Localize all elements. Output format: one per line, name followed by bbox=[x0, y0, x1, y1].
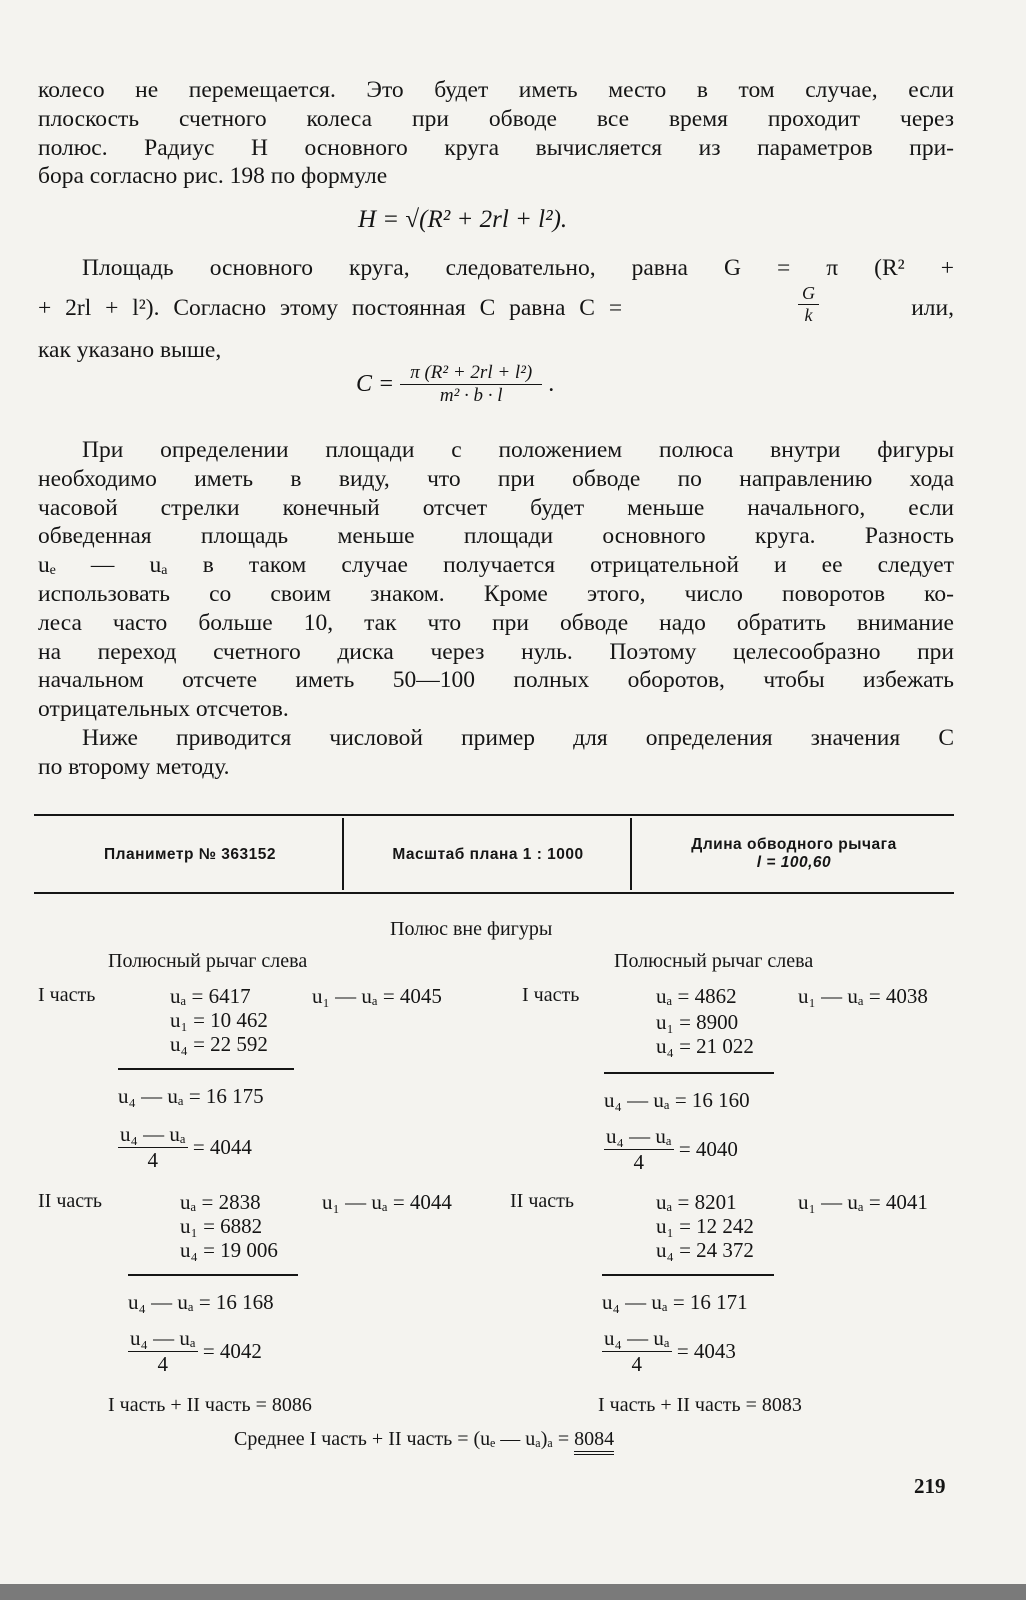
left-sum: I часть + II часть = 8086 bbox=[108, 1394, 312, 1416]
left-part2-fraction bbox=[128, 1326, 262, 1377]
left-part1-ua: uₐ = 6417 bbox=[170, 984, 251, 1008]
text-line: + 2rl + l²). Согласно этому постоянная C равна C = bbox=[38, 295, 623, 321]
fraction bbox=[118, 1122, 188, 1173]
formula-tail: . bbox=[548, 371, 555, 397]
fraction bbox=[604, 1124, 674, 1175]
fraction-denominator: 4 bbox=[631, 1352, 643, 1376]
sum-rule bbox=[128, 1274, 298, 1276]
text-line: При определении площади с положением полюса внутри фигуры bbox=[82, 437, 954, 463]
average-line bbox=[234, 1428, 614, 1451]
table-cell-lever-length bbox=[634, 836, 954, 872]
scan-edge bbox=[0, 1584, 1026, 1600]
text-line: бора согласно рис. 198 по формуле bbox=[38, 163, 388, 190]
table-divider bbox=[342, 818, 344, 890]
average-value: 8084 bbox=[574, 1428, 614, 1455]
right-part2-label: II часть bbox=[510, 1190, 574, 1212]
left-heading: Полюсный рычаг слева bbox=[108, 950, 308, 972]
left-part2-u4ua: u₄ — uₐ = 16 168 bbox=[128, 1290, 274, 1314]
left-part1-u4: u₄ = 22 592 bbox=[170, 1032, 268, 1056]
right-part1-u4: u₄ = 21 022 bbox=[656, 1034, 754, 1058]
table-cell-planimeter: Планиметр № 363152 bbox=[103, 846, 277, 863]
formula-fraction bbox=[400, 362, 542, 407]
fraction-g-k bbox=[798, 283, 819, 326]
text-line: по второму методу. bbox=[38, 753, 230, 780]
left-part2-label: II часть bbox=[38, 1190, 102, 1212]
right-part1-u1: u₁ = 8900 bbox=[656, 1010, 739, 1034]
paragraph-4 bbox=[38, 724, 954, 782]
fraction-numerator: u₄ — uₐ bbox=[604, 1326, 670, 1350]
right-part1-fraction bbox=[604, 1124, 738, 1175]
sum-rule bbox=[604, 1072, 774, 1074]
left-part1-label: I часть bbox=[38, 984, 96, 1006]
text-line: плоскость счетного колеса при обводе все время проходит через bbox=[38, 105, 954, 132]
table-cell-line: Длина обводного рычага bbox=[691, 836, 897, 853]
right-heading: Полюсный рычаг слева bbox=[614, 950, 814, 972]
right-part1-diff: u₁ — uₐ = 4038 bbox=[798, 984, 928, 1008]
left-part2-ua: uₐ = 2838 bbox=[180, 1190, 261, 1214]
right-sum: I часть + II часть = 8083 bbox=[598, 1394, 802, 1416]
fraction-denominator: m² · b · l bbox=[439, 385, 503, 406]
text-line: Площадь основного круга, следовательно, равна G = π (R² + bbox=[82, 255, 954, 281]
fraction-denominator: 4 bbox=[147, 1148, 159, 1172]
text-line: на переход счетного диска через нуль. Поэтому целесообразно при bbox=[38, 638, 954, 665]
text-line: колесо не перемещается. Это будет иметь место в том случае, если bbox=[38, 77, 954, 103]
paragraph-2-line-3 bbox=[38, 336, 954, 365]
paragraph-1 bbox=[38, 76, 954, 191]
fraction-denominator: 4 bbox=[157, 1352, 169, 1376]
right-part1-u4ua: u₄ — uₐ = 16 160 bbox=[604, 1088, 750, 1112]
fraction-numerator: π (R² + 2rl + l²) bbox=[400, 362, 542, 385]
left-part1-diff: u₁ — uₐ = 4045 bbox=[312, 984, 442, 1008]
fraction-denominator: k bbox=[804, 305, 813, 325]
average-text: Среднее I часть + II часть = (uₑ — uₐ)ₐ = bbox=[234, 1428, 570, 1450]
fraction-numerator: u₄ — uₐ bbox=[606, 1124, 672, 1148]
paragraph-3 bbox=[38, 436, 954, 724]
text-line: uₑ — uₐ в таком случае получается отрицательной и ее следует bbox=[38, 552, 954, 579]
section-title: Полюс вне фигуры bbox=[390, 918, 553, 940]
text-line: или, bbox=[911, 295, 954, 321]
formula-c bbox=[356, 362, 554, 407]
text-line: необходимо иметь в виду, что при обводе по направлению хода bbox=[38, 465, 954, 492]
formula-lhs: C = bbox=[356, 371, 395, 397]
text-line: часовой стрелки конечный отсчет будет меньше начального, если bbox=[38, 494, 954, 521]
sum-rule bbox=[118, 1068, 294, 1070]
text-line: обведенная площадь меньше площади основного круга. Разность bbox=[38, 523, 954, 550]
paragraph-2 bbox=[38, 254, 954, 283]
fraction-result: = 4040 bbox=[678, 1137, 738, 1161]
paragraph-2-line-2 bbox=[38, 283, 954, 331]
left-part2-diff: u₁ — uₐ = 4044 bbox=[322, 1190, 452, 1214]
fraction-numerator: G bbox=[798, 283, 819, 305]
right-part1-ua: uₐ = 4862 bbox=[656, 984, 737, 1008]
right-part2-u4ua: u₄ — uₐ = 16 171 bbox=[602, 1290, 748, 1314]
page-number: 219 bbox=[914, 1474, 946, 1498]
formula-h: H = √(R² + 2rl + l²). bbox=[358, 206, 568, 233]
table-bottom-rule bbox=[34, 892, 954, 894]
fraction-result: = 4044 bbox=[192, 1135, 252, 1159]
left-part1-u1: u₁ = 10 462 bbox=[170, 1008, 268, 1032]
right-part2-ua: uₐ = 8201 bbox=[656, 1190, 737, 1214]
left-part1-u4ua: u₄ — uₐ = 16 175 bbox=[118, 1084, 264, 1108]
table-top-rule bbox=[34, 814, 954, 816]
table-divider bbox=[630, 818, 632, 890]
fraction-numerator: u₄ — uₐ bbox=[130, 1326, 196, 1350]
text-line: Ниже приводится числовой пример для определения значения C bbox=[82, 725, 954, 751]
right-part2-u4: u₄ = 24 372 bbox=[656, 1238, 754, 1262]
text-line: начальном отсчете иметь 50—100 полных оборотов, чтобы избежать bbox=[38, 667, 954, 694]
right-part1-label: I часть bbox=[522, 984, 580, 1006]
fraction-result: = 4043 bbox=[676, 1339, 736, 1363]
text-line: использовать со своим знаком. Кроме этого, число поворотов ко- bbox=[38, 580, 954, 607]
fraction-numerator: u₄ — uₐ bbox=[120, 1122, 186, 1146]
left-part2-u1: u₁ = 6882 bbox=[180, 1214, 263, 1238]
fraction bbox=[602, 1326, 672, 1377]
table-cell-scale: Масштаб плана 1 : 1000 bbox=[392, 846, 584, 863]
text-line: леса часто больше 10, так что при обводе надо обратить внимание bbox=[38, 609, 954, 636]
right-part2-diff: u₁ — uₐ = 4041 bbox=[798, 1190, 928, 1214]
text-line: отрицательных отсчетов. bbox=[38, 696, 289, 723]
left-part2-u4: u₄ = 19 006 bbox=[180, 1238, 278, 1262]
right-part2-fraction bbox=[602, 1326, 736, 1377]
fraction-denominator: 4 bbox=[633, 1150, 645, 1174]
fraction-result: = 4042 bbox=[202, 1339, 262, 1363]
sum-rule bbox=[602, 1274, 774, 1276]
left-part1-fraction bbox=[118, 1122, 252, 1173]
table-cell-line: l = 100,60 bbox=[756, 854, 832, 871]
text-line: как указано выше, bbox=[38, 337, 222, 363]
right-part2-u1: u₁ = 12 242 bbox=[656, 1214, 754, 1238]
text-line: полюс. Радиус H основного круга вычисляется из параметров при- bbox=[38, 134, 954, 161]
fraction bbox=[128, 1326, 198, 1377]
